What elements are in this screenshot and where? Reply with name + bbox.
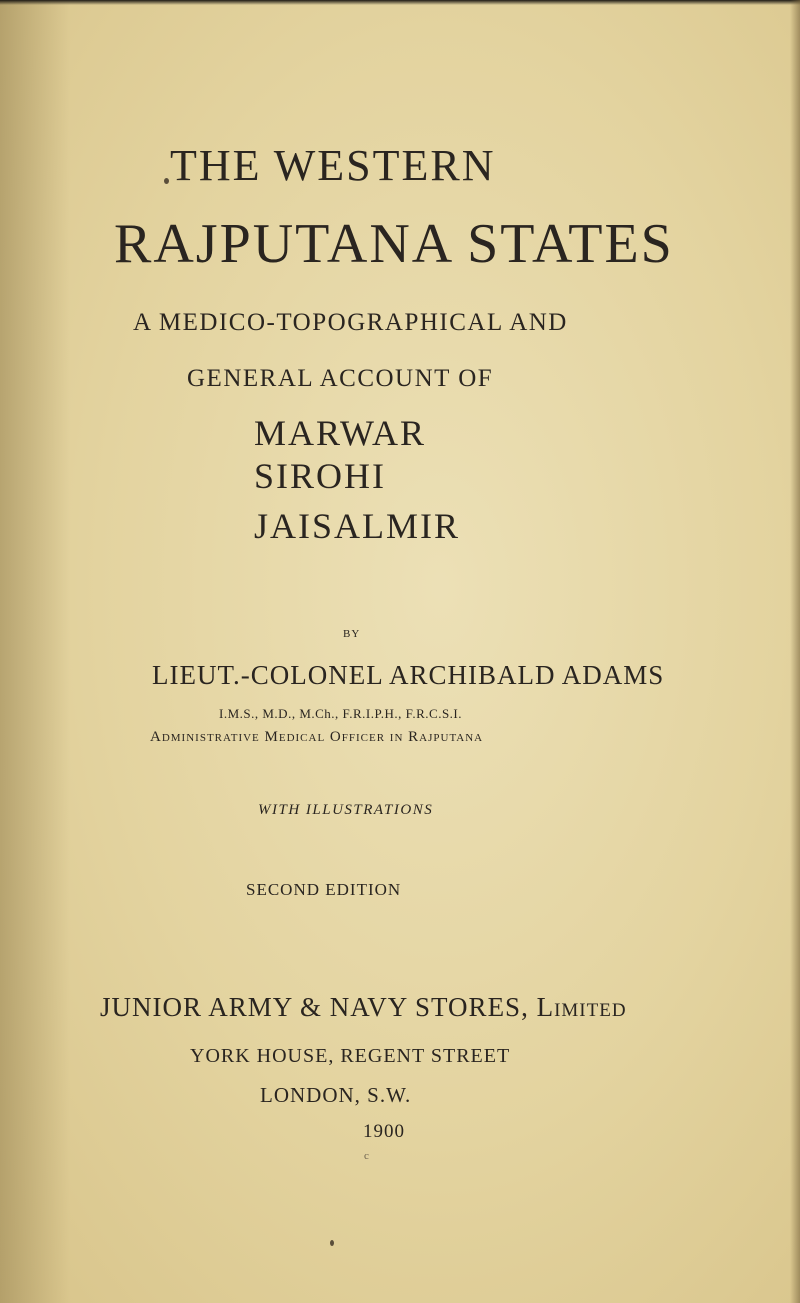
by-label: BY	[343, 628, 361, 640]
publication-year: 1900	[363, 1121, 405, 1142]
author-role	[150, 729, 483, 746]
page-top-edge	[0, 0, 800, 5]
title-line-1: THE WESTERN	[170, 141, 496, 190]
state-name-marwar: MARWAR	[254, 413, 427, 453]
ink-fleck	[164, 178, 169, 184]
state-name-sirohi: SIROHI	[254, 456, 387, 496]
publisher-suffix: Limited	[536, 992, 627, 1022]
page-gutter-shadow	[0, 0, 70, 1303]
subtitle-line-1: A MEDICO-TOPOGRAPHICAL AND	[133, 309, 568, 336]
publisher-name: JUNIOR ARMY & NAVY STORES,	[100, 992, 529, 1022]
title-line-2: RAJPUTANA STATES	[114, 213, 674, 275]
author-qualifications: I.M.S., M.D., M.Ch., F.R.I.P.H., F.R.C.S.I.	[219, 706, 463, 721]
edition-label: SECOND EDITION	[246, 880, 402, 899]
signature-mark: c	[364, 1150, 369, 1162]
page-right-edge	[790, 0, 800, 1303]
publisher-address: YORK HOUSE, REGENT STREET	[190, 1045, 511, 1067]
illustrations-note: WITH ILLUSTRATIONS	[258, 802, 434, 818]
state-name-jaisalmir: JAISALMIR	[254, 506, 461, 546]
publisher-city: LONDON, S.W.	[260, 1083, 412, 1107]
author-role-text: Administrative Medical Officer in Rajputana	[150, 729, 484, 745]
ink-fleck	[330, 1240, 334, 1246]
publisher-name-line	[100, 992, 627, 1023]
author-name: LIEUT.-COLONEL ARCHIBALD ADAMS	[152, 660, 665, 690]
subtitle-line-2: GENERAL ACCOUNT OF	[187, 365, 494, 392]
